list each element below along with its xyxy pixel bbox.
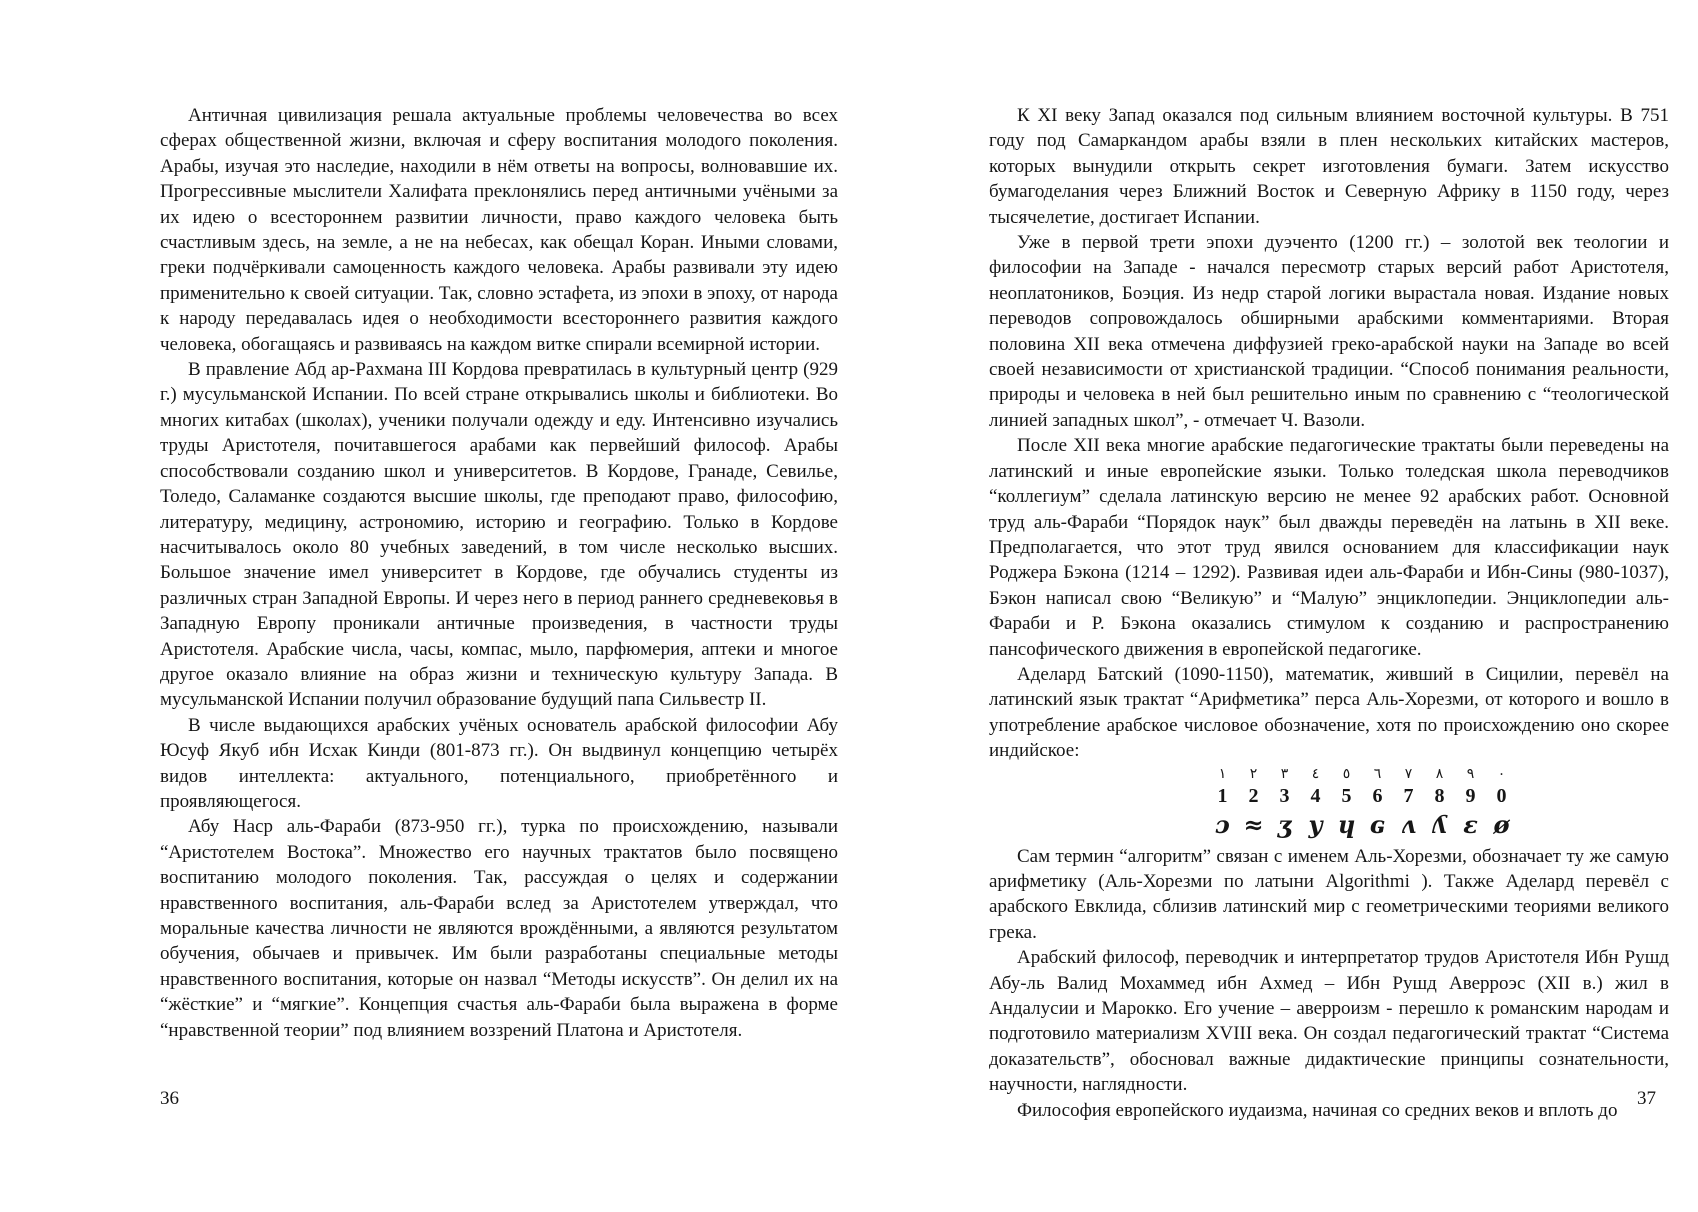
arabic-numeral: ٥ xyxy=(1342,766,1351,782)
paragraph: Арабский философ, переводчик и интерпретатор трудов Аристотеля Ибн Рушд Абу-ль Валид Мохаммед ибн Ахмед – Ибн Рушд Аверроэс (XII в.) жил в Андалусии и Марокко. Его учение – аверроизм - перешло к романским народам и подготовило материализм XVIII века. Он создал педагогический трактат “Система доказательств”, обосновал важные дидактические принципы сознательности, научности, наглядности. xyxy=(989,947,1669,1096)
medieval-numeral: ɛ xyxy=(1463,809,1478,839)
arabic-numeral: ٣ xyxy=(1280,766,1289,782)
right-page-text xyxy=(989,103,1669,1123)
paragraph: Философия европейского иудаизма, начиная со средних веков и вплоть до xyxy=(1017,1099,1618,1121)
medieval-numeral: ʒ xyxy=(1277,809,1292,839)
european-numeral: 6 xyxy=(1372,784,1383,807)
paragraph: После XII века многие арабские педагогические трактаты были переведены на латинский и иные европейские языки. Только толедская школа переводчиков “коллегиум” сделала латинскую версию не менее 92 арабских работ. Основной труд аль-Фараби “Порядок наук” был дважды переведён на латынь в XII веке. Предполагается, что этот труд явился основанием для классификации наук Роджера Бэкона (1214 – 1292). Развивая идеи аль-Фараби и Ибн-Сины (980-1037), Бэкон написал свою “Великую” и “Малую” энциклопедии. Энциклопедии аль-Фараби и Р. Бэкона оказались стимулом к созданию и распространению пансофического движения в европейской педагогике. xyxy=(989,435,1669,660)
right-page xyxy=(849,0,1698,1212)
paragraph: В правление Абд ар-Рахмана III Кордова превратилась в культурный центр (929 г.) мусульманской Испании. По всей стране открывались школы и библиотеки. Во многих китабах (школах), ученики получали одежду и еду. Интенсивно изучались труды Аристотеля, почитавшегося арабами как первейший философ. Арабы способствовали созданию школ и университетов. В Кордове, Гранаде, Севилье, Толедо, Саламанке создаются высшие школы, где преподают право, философию, литературу, медицину, астрономию, историю и географию. Только в Кордове насчитывалось около 80 учебных заведений, в том числе несколько высших. Большое значение имел университет в Кордове, где обучались студенты из различных стран Западной Европы. И через него в период раннего средневековья в Западную Европу проникали античные произведения, в частности труды Аристотеля. Арабские числа, часы, компас, мыло, парфюмерия, аптеки и многое другое оказало влияние на образ жизни и техническую культуру Запада. В мусульманской Испании получил образование будущий папа Сильвестр II. xyxy=(160,359,838,711)
european-numeral: 5 xyxy=(1341,784,1352,807)
arabic-numeral: ٢ xyxy=(1249,766,1258,782)
arabic-numeral: ٠ xyxy=(1497,766,1506,782)
medieval-numeral: ɥ xyxy=(1337,809,1356,839)
arabic-numeral: ٤ xyxy=(1311,766,1320,782)
arabic-numeral: ١ xyxy=(1218,766,1227,782)
european-numeral: 7 xyxy=(1403,784,1414,807)
medieval-numeral: ɔ xyxy=(1215,809,1230,839)
medieval-numeral: y xyxy=(1308,809,1323,839)
paragraph: В числе выдающихся арабских учёных основатель арабской философии Абу Юсуф Якуб ибн Исхак Кинди (801-873 гг.). Он выдвинул концепцию четырёх видов интеллекта: актуального, потенциального, приобретённого и проявляющегося. xyxy=(160,714,838,812)
medieval-numerals-row xyxy=(989,810,1669,840)
paragraph: Античная цивилизация решала актуальные проблемы человечества во всех сферах общественной жизни, включая и сферу воспитания молодого поколения. Арабы, изучая это наследие, находили в нём ответы на вопросы, волновавшие их. Прогрессивные мыслители Халифата преклонялись перед античными учёными за их идею о всестороннем развитии личности, право каждого человека быть счастливым здесь, на земле, а не на небесах, как обещал Коран. Иными словами, греки подчёркивали самоценность каждого человека. Арабы развивали эту идею применительно к своей ситуации. Так, словно эстафета, из эпохи в эпоху, от народа к народу передавалась идея о необходимости всестороннего развития каждого человека, обогащаясь и развиваясь на каждом витке спирали всемирной истории. xyxy=(160,105,838,355)
arabic-numeral: ٨ xyxy=(1435,766,1444,782)
paragraph: Абу Наср аль-Фараби (873-950 гг.), турка по происхождению, называли “Аристотелем Востока”. Множество его научных трактатов было посвящено воспитанию молодого поколения. Так, рассуждая о целях и содержании нравственного воспитания, аль-Фараби вслед за Аристотелем утверждал, что моральные качества личности не являются врождёнными, а являются результатом обучения, обычаев и привычек. Им были разработаны специальные методы нравственного воспитания, которые он назвал “Методы искусств”. Он делил их на “жёсткие” и “мягкие”. Концепция счастья аль-Фараби была выражена в форме “нравственной теории” под влиянием воззрений Платона и Аристотеля. xyxy=(160,816,838,1041)
medieval-numeral: ʌ xyxy=(1401,809,1416,839)
paragraph: Уже в первой трети эпохи дуэченто (1200 гг.) – золотой век теологии и философии на Западе - начался пересмотр старых версий работ Аристотеля, неоплатоников, Боэция. Из недр старой логики вырастала новая. Издание новых переводов сопровождалось обширными арабскими комментариями. Вторая половина XII века отмечена диффузией греко-арабской науки на Западе во всей своей независимости от христианской традиции. “Способ понимания реальности, природы и человека в ней был решительно иным по сравнению с “теологической линией западных школ”, - отмечает Ч. Вазоли. xyxy=(989,232,1669,431)
page-number: 36 xyxy=(160,1088,179,1109)
medieval-numeral: ɢ xyxy=(1369,809,1386,839)
paragraph: Сам термин “алгоритм” связан с именем Аль-Хорезми, обозначает ту же самую арифметику (Аль-Хорезми по латыни Algorithmi ). Также Аделард перевёл с арабского Евклида, сблизив латинский мир с геометрическими теориями великого грека. xyxy=(989,845,1669,943)
numerals-table xyxy=(989,766,1669,840)
european-numeral: 3 xyxy=(1279,784,1290,807)
european-numeral: 9 xyxy=(1465,784,1476,807)
medieval-numeral: ʎ xyxy=(1431,809,1448,839)
european-numeral: 4 xyxy=(1310,784,1321,807)
european-numeral: 0 xyxy=(1496,784,1507,807)
arabic-numeral: ٩ xyxy=(1466,766,1475,782)
medieval-numeral: ø xyxy=(1493,809,1510,839)
european-numeral: 2 xyxy=(1248,784,1259,807)
arabic-numerals-row xyxy=(989,766,1669,784)
paragraph: К XI веку Запад оказался под сильным влиянием восточной культуры. В 751 году под Самаркандом арабы взяли в плен нескольких китайских мастеров, которых вынудили открыть секрет изготовления бумаги. Затем искусство бумагоделания через Ближний Восток и Северную Африку в 1150 году, через тысячелетие, достигает Испании. xyxy=(989,105,1669,228)
left-page-text xyxy=(160,103,838,1043)
arabic-numeral: ٧ xyxy=(1404,766,1413,782)
european-numeral: 1 xyxy=(1217,784,1228,807)
arabic-numeral: ٦ xyxy=(1373,766,1382,782)
european-numeral: 8 xyxy=(1434,784,1445,807)
page-number: 37 xyxy=(1637,1088,1656,1109)
medieval-numeral: ≈ xyxy=(1243,809,1264,839)
paragraph: Аделард Батский (1090-1150), математик, живший в Сицилии, перевёл на латинский язык трактат “Арифметика” перса Аль-Хорезми, от которого и вошло в употребление арабское числовое обозначение, хотя по происхождению оно скорее индийское: xyxy=(989,663,1669,762)
european-numerals-row xyxy=(989,784,1669,810)
